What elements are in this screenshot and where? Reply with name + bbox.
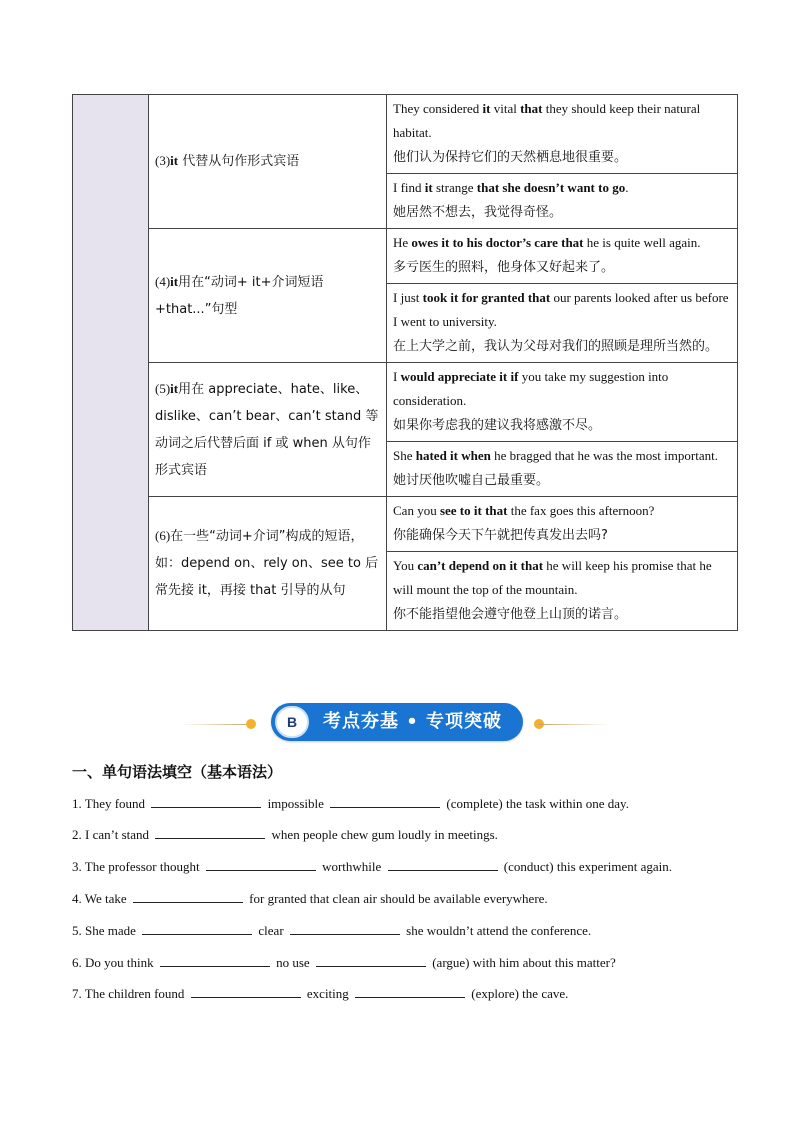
side-column: [73, 95, 149, 631]
table-row: [73, 497, 738, 552]
question-item: 4. We take for granted that clean air should be available everywhere.: [72, 891, 548, 906]
question-item: 2. I can’t stand when people chew gum loudly in meetings.: [72, 827, 498, 842]
answer-blank[interactable]: [316, 954, 426, 967]
question-item: 1. They found impossible (complete) the task within one day.: [72, 796, 629, 811]
example-cell: Can you see to it that the fax goes this afternoon? 你能确保今天下午就把传真发出去吗?: [387, 497, 738, 552]
question-item: 5. She made clear she wouldn’t attend the conference.: [72, 923, 592, 938]
grammar-table: [72, 94, 738, 631]
example-translation: 如果你考虑我的建议我将感激不尽。: [393, 418, 602, 433]
answer-blank[interactable]: [206, 858, 316, 871]
example-translation: 在上大学之前，我认为父母对我们的照顾是理所当然的。: [393, 339, 719, 354]
answer-blank[interactable]: [160, 954, 270, 967]
answer-blank[interactable]: [290, 922, 400, 935]
example-cell: You can’t depend on it that he will keep his promise that he will mount the top of the mountain. 你不能指望他会遵守他登上山顶的诺言。: [387, 552, 738, 631]
answer-blank[interactable]: [191, 985, 301, 998]
example-cell: I just took it for granted that our parents looked after us before I went to university. 在上大学之前，我认为父母对我们的照顾是理所当然的。: [387, 284, 738, 363]
table-row: [73, 229, 738, 284]
answer-blank[interactable]: [355, 985, 465, 998]
banner-title: 考点夯基 • 专项突破: [323, 711, 503, 732]
divider-line-left: [180, 724, 252, 725]
example-translation: 你不能指望他会遵守他登上山顶的诺言。: [393, 607, 628, 622]
example-cell: They considered it vital that they should keep their natural habitat. 他们认为保持它们的天然栖息地很重要。: [387, 95, 738, 174]
section-badge: B: [275, 706, 309, 738]
example-translation: 她讨厌他吹嘘自己最重要。: [393, 473, 550, 488]
question-item: 6. Do you think no use (argue) with him about this matter?: [72, 955, 616, 970]
banner-pill: [271, 703, 523, 741]
question-item: 7. The children found exciting (explore) the cave.: [72, 986, 569, 1001]
example-cell: I find it strange that she doesn’t want to go. 她居然不想去，我觉得奇怪。: [387, 174, 738, 229]
rule-cell: (5)it用在 appreciate、hate、like、dislike、can’t bear、can’t stand 等动词之后代替后面 if 或 when 从句作形式宾语: [149, 363, 387, 497]
example-cell: She hated it when he bragged that he was the most important. 她讨厌他吹嘘自己最重要。: [387, 442, 738, 497]
example-translation: 你能确保今天下午就把传真发出去吗?: [393, 528, 608, 543]
divider-line-right: [538, 724, 610, 725]
rule-cell: (3)it 代替从句作形式宾语: [149, 95, 387, 229]
rule-cell: (6)在一些“动词+介词”构成的短语，如：depend on、rely on、see to 后常先接 it，再接 that 引导的从句: [149, 497, 387, 631]
answer-blank[interactable]: [388, 858, 498, 871]
example-translation: 她居然不想去，我觉得奇怪。: [393, 205, 563, 220]
answer-blank[interactable]: [133, 890, 243, 903]
dot-icon: [246, 719, 256, 729]
section-banner: [180, 703, 610, 743]
answer-blank[interactable]: [330, 795, 440, 808]
answer-blank[interactable]: [155, 826, 265, 839]
example-translation: 他们认为保持它们的天然栖息地很重要。: [393, 150, 628, 165]
example-cell: I would appreciate it if you take my suggestion into consideration. 如果你考虑我的建议我将感激不尽。: [387, 363, 738, 442]
example-cell: He owes it to his doctor’s care that he is quite well again. 多亏医生的照料，他身体又好起来了。: [387, 229, 738, 284]
table-row: [73, 363, 738, 442]
rule-cell: (4)it用在“动词+ it+介词短语+that...”句型: [149, 229, 387, 363]
section-heading: 一、单句语法填空（基本语法）: [72, 763, 283, 781]
answer-blank[interactable]: [151, 795, 261, 808]
table-row: [73, 95, 738, 174]
question-item: 3. The professor thought worthwhile (conduct) this experiment again.: [72, 859, 673, 874]
example-translation: 多亏医生的照料，他身体又好起来了。: [393, 260, 615, 275]
answer-blank[interactable]: [142, 922, 252, 935]
